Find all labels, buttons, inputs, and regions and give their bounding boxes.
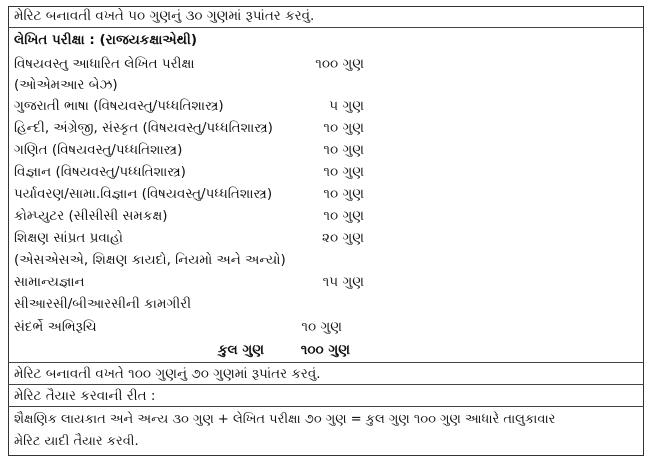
- item-marks: ૧૦ ગુણ: [323, 186, 364, 202]
- method-heading: મેરિટ તૈયાર કરવાની રીત :: [14, 388, 156, 404]
- item-marks: ૧૦ ગુણ: [323, 142, 364, 158]
- item-marks: ૧૦ ગુણ: [323, 164, 364, 180]
- item-label: સંદર્ભે અભિરૂચિ: [14, 319, 97, 335]
- item-label: વિષયવસ્તુ આધારિત લેખિત પરીક્ષા: [14, 56, 195, 72]
- intro-text: મેરિટ બનાવતી વખતે ૫૦ ગુણનું ૩૦ ગુણમાં રૂપાંતર કરવું.: [14, 8, 315, 24]
- item-label: ગુજરાતી ભાષા (વિષયવસ્તુ/પધ્ધતિશાસ્ત્ર): [14, 98, 224, 114]
- divider: [8, 27, 644, 28]
- method-text-line-1: શૈક્ષણિક લાયકાત અને અન્ય ૩૦ ગુણ + લેખિત પરીક્ષા ૭૦ ગુણ = કુલ ગુણ ૧૦૦ ગુણ આધારે તાલુકાવાર: [14, 412, 556, 427]
- item-label: સામાન્યજ્ઞાન: [14, 274, 85, 290]
- item-marks: ૧૫ ગુણ: [322, 274, 364, 290]
- item-label: વિજ્ઞાન (વિષયવસ્તુ/પધ્ધતિશાસ્ત્ર): [14, 164, 186, 180]
- item-label: શિક્ષણ સાંપ્રત પ્રવાહો: [14, 230, 124, 246]
- item-label: (ઓએમઆર બેઝ): [14, 77, 118, 93]
- item-marks: ૧૦ ગુણ: [323, 120, 364, 136]
- total-label: કુલ ગુણ: [218, 342, 265, 358]
- item-label: સીઆરસી/બીઆરસીની કામગીરી: [14, 296, 192, 312]
- item-marks: ૧૦૦ ગુણ: [315, 56, 364, 72]
- item-marks: ૧૦ ગુણ: [301, 319, 342, 335]
- item-label: પર્યાવરણ/સામા.વિજ્ઞાન (વિષયવસ્તુ/પધ્ધતિશાસ્ત્ર): [14, 186, 273, 202]
- divider: [8, 362, 644, 363]
- divider: [8, 406, 644, 407]
- item-label: કોમ્પ્યુટર (સીસીસી સમકક્ષ): [14, 208, 168, 224]
- method-text-line-2: મેરિટ યાદી તૈયાર કરવી.: [14, 434, 139, 449]
- divider: [8, 384, 644, 385]
- item-label: ગણિત (વિષયવસ્તુ/પધ્ધતિશાસ્ત્ર): [14, 142, 183, 158]
- item-marks: ૧૦ ગુણ: [323, 208, 364, 224]
- section-heading: લેખિત પરીક્ષા : (રાજયકક્ષાએથી): [14, 32, 198, 48]
- total-marks: ૧૦૦ ગુણ: [300, 342, 350, 358]
- item-marks: ૫ ગુણ: [329, 98, 364, 114]
- item-label: (એસએસએ, શિક્ષણ કાયદો, નિયમો અને અન્યો): [14, 252, 286, 268]
- merit-conversion-text: મેરિટ બનાવતી વખતે ૧૦૦ ગુણનું ૭૦ ગુણમાં રૂપાંતર કરવું.: [14, 366, 321, 382]
- item-marks: ૨૦ ગુણ: [322, 230, 364, 246]
- item-label: હિન્દી, અંગ્રેજી, સંસ્કૃત (વિષયવસ્તુ/પધ્ધતિશાસ્ત્ર): [14, 120, 273, 136]
